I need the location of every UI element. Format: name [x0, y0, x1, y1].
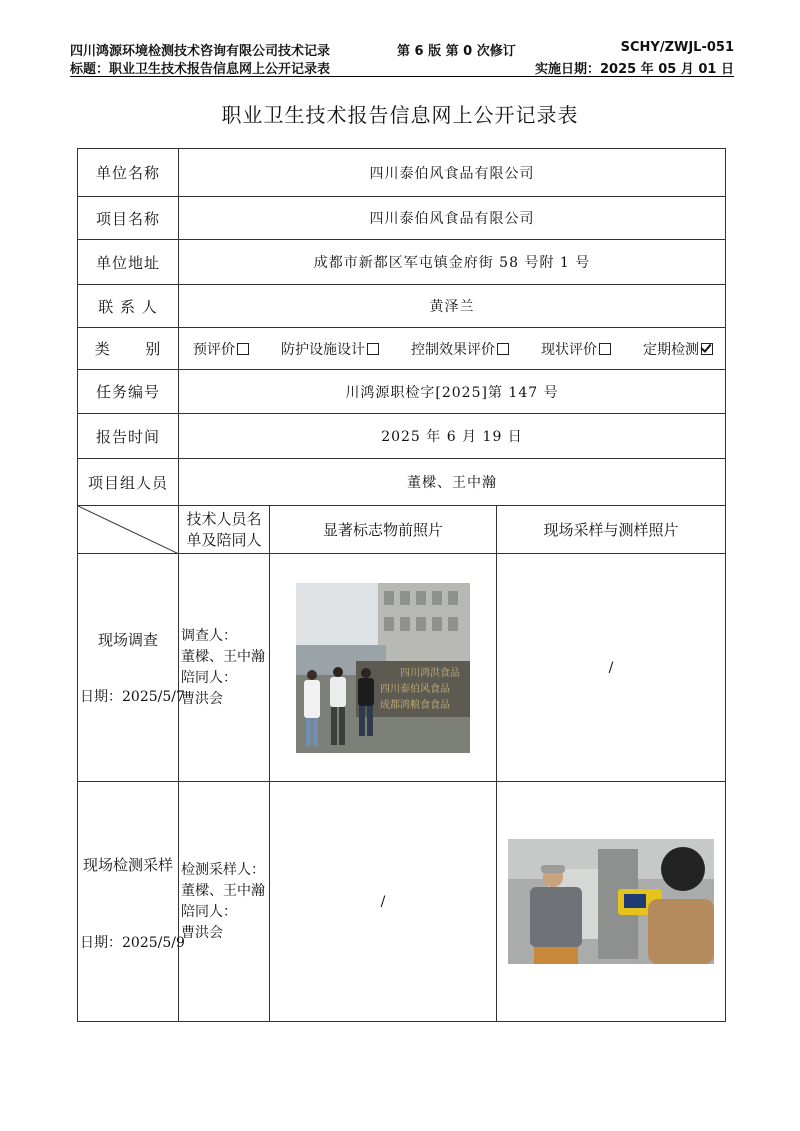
row-contact [78, 285, 726, 328]
project-name-label: 项目名称 [78, 197, 179, 240]
category-option-list [179, 339, 725, 359]
sampling-column-header: 现场采样与测样照片 [497, 506, 726, 554]
sampling-title-cell [78, 782, 185, 1022]
row-unit-name [78, 149, 726, 197]
report-time-value: 2025 年 6 月 19 日 [179, 414, 726, 459]
contact-label: 联 系 人 [78, 285, 179, 328]
members-value: 董樑、王中瀚 [179, 459, 726, 506]
report-time-label: 报告时间 [78, 414, 179, 459]
landmark-photo [296, 583, 470, 753]
staff-column-header: 技术人员名单及陪同人 [179, 506, 270, 554]
category-option[interactable] [193, 339, 249, 359]
diagonal-header-cell [78, 506, 179, 554]
sampling-companion-label: 陪同人： [181, 903, 237, 920]
doc-subject: 标题：职业卫生技术报告信息网上公开记录表 [70, 62, 331, 77]
sampling-photo [508, 839, 714, 964]
sampling-date: 日期：2025/5/9 [80, 935, 185, 951]
survey-title-cell [78, 554, 185, 782]
category-option-label: 现状评价 [541, 341, 597, 358]
checkbox-empty-icon[interactable] [497, 343, 509, 355]
row-members [78, 459, 726, 506]
checkbox-checked-icon[interactable] [701, 343, 713, 355]
sign-line-3: 成都鸿粮食食品 [380, 699, 450, 711]
category-option[interactable] [281, 339, 379, 359]
sampling-companion: 曹洪会 [181, 924, 223, 941]
survey-sampling-photo-cell: / [497, 554, 726, 782]
task-no-value: 川鸿源职检字[2025]第 147 号 [179, 370, 726, 414]
survey-staff-cell [179, 554, 270, 782]
category-option-label: 防护设施设计 [281, 341, 365, 358]
survey-title: 现场调查 [97, 631, 158, 649]
sampling-staff-cell [179, 782, 270, 1022]
sampling-photo-illustration [508, 839, 714, 964]
sampling-landmark-photo-cell: / [270, 782, 497, 1022]
category-options [179, 328, 726, 370]
category-option-label: 定期检测 [643, 341, 699, 358]
members-label: 项目组人员 [78, 459, 179, 506]
category-option-label: 预评价 [193, 341, 235, 358]
survey-landmark-photo-cell [270, 554, 497, 782]
landmark-photo-illustration [296, 583, 470, 753]
doc-header-bottom [70, 58, 734, 76]
survey-companion: 曹洪会 [181, 690, 223, 707]
checkbox-empty-icon[interactable] [237, 343, 249, 355]
category-option[interactable] [643, 339, 713, 359]
category-label: 类 别 [78, 328, 179, 370]
doc-header-top [70, 40, 734, 58]
survey-date: 日期：2025/5/7 [80, 689, 185, 705]
sampling-staff: 董樑、王中瀚 [181, 882, 265, 899]
sampling-title: 现场检测采样 [82, 856, 173, 874]
category-option[interactable] [411, 339, 509, 359]
address-value: 成都市新都区军屯镇金府街 58 号附 1 号 [179, 240, 726, 285]
sampling-photo-cell [497, 782, 726, 1022]
checkbox-empty-icon[interactable] [599, 343, 611, 355]
company-doc-name: 四川鸿源环境检测技术咨询有限公司技术记录 [70, 44, 331, 59]
survey-row [78, 554, 726, 782]
survey-companion-label: 陪同人： [181, 669, 237, 686]
landmark-column-header: 显著标志物前照片 [270, 506, 497, 554]
record-table [77, 148, 726, 1022]
survey-staff-label: 调查人： [181, 627, 237, 644]
row-category [78, 328, 726, 370]
category-option[interactable] [541, 339, 611, 359]
sampling-staff-label: 检测采样人： [181, 861, 265, 878]
effective-date: 实施日期：2025 年 05 月 01 日 [535, 62, 734, 77]
sampling-row [78, 782, 726, 1022]
sign-line-1: 四川鸿洪食品 [400, 667, 460, 679]
task-no-label: 任务编号 [78, 370, 179, 414]
version-info: 第 6 版 第 0 次修订 [397, 44, 516, 59]
checkbox-empty-icon[interactable] [367, 343, 379, 355]
doc-code: SCHY/ZWJL-051 [620, 40, 734, 55]
row-project-name [78, 197, 726, 240]
unit-name-value: 四川泰伯风食品有限公司 [179, 149, 726, 197]
unit-name-label: 单位名称 [78, 149, 179, 197]
diagonal-line [78, 506, 179, 554]
survey-staff: 董樑、王中瀚 [181, 648, 265, 665]
header-rule [70, 76, 734, 77]
project-name-value: 四川泰伯风食品有限公司 [179, 197, 726, 240]
category-option-label: 控制效果评价 [411, 341, 495, 358]
contact-value: 黄泽兰 [179, 285, 726, 328]
address-label: 单位地址 [78, 240, 179, 285]
row-task-no [78, 370, 726, 414]
row-address [78, 240, 726, 285]
sign-line-2: 四川泰伯风食品 [380, 683, 450, 695]
photo-header-row [78, 506, 726, 554]
page-title: 职业卫生技术报告信息网上公开记录表 [221, 103, 579, 127]
row-report-time [78, 414, 726, 459]
